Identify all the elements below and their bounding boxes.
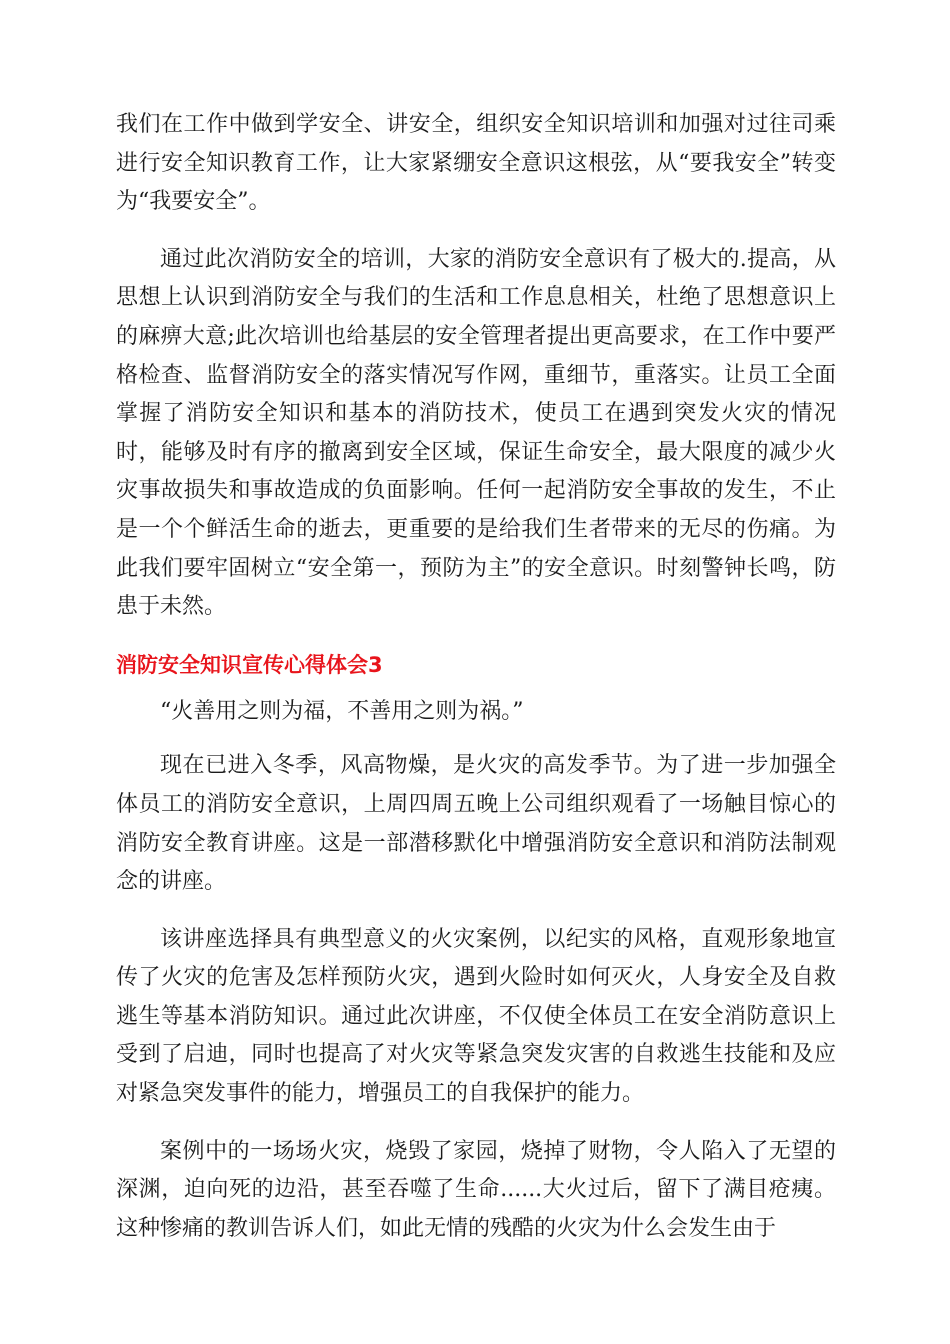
- paragraph-winter-season: 现在已进入冬季，风高物燥，是火灾的高发季节。为了进一步加强全体员工的消防安全意识，上周四周五晚上公司组织观看了一场触目惊心的消防安全教育讲座。这是一部潜移默化中增强消防安全意识和消防法制观念的讲座。: [116, 753, 836, 895]
- quote-paragraph: “火善用之则为福，不善用之则为祸。”: [160, 698, 524, 724]
- paragraph-continuation: 我们在工作中做到学安全、讲安全，组织安全知识培训和加强对过往司乘进行安全知识教育工作，让大家紧绷安全意识这根弦，从“要我安全”转变为“我要安全”。: [116, 112, 836, 215]
- paragraph-lecture-content: 该讲座选择具有典型意义的火灾案例，以纪实的风格，直观形象地宣传了火灾的危害及怎样预防火灾，遇到火险时如何灭火，人身安全及自救逃生等基本消防知识。通过此次讲座，不仅使全体员工在安全消防意识上受到了启迪，同时也提高了对火灾等紧急突发灾害的自救逃生技能和及应对紧急突发事件的能力，增强员工的自我保护的能力。: [116, 926, 836, 1107]
- paragraph-training-summary: 通过此次消防安全的培训，大家的消防安全意识有了极大的.提高，从思想上认识到消防安全与我们的生活和工作息息相关，杜绝了思想意识上的麻痹大意;此次培训也给基层的安全管理者提出更高要求，在工作中要严格检查、监督消防安全的落实情况写作网，重细节，重落实。让员工全面掌握了消防安全知识和基本的消防技术，使员工在遇到突发火灾的情况时，能够及时有序的撤离到安全区域，保证生命安全，最大限度的减少火灾事故损失和事故造成的负面影响。任何一起消防安全事故的发生，不止是一个个鲜活生命的逝去，更重要的是给我们生者带来的无尽的伤痛。为此我们要牢固树立“安全第一，预防为主”的安全意识。时刻警钟长鸣，防患于未然。: [116, 246, 836, 620]
- document-body: [116, 106, 836, 1267]
- section-heading: 消防安全知识宣传心得体会3: [116, 652, 383, 677]
- paragraph-fire-cases: 案例中的一场场火灾，烧毁了家园，烧掉了财物，令人陷入了无望的深渊，迫向死的边沿，甚至吞噬了生命......大火过后，留下了满目疮痍。这种惨痛的教训告诉人们，如此无情的残酷的火灾为什么会发生由于: [116, 1138, 836, 1241]
